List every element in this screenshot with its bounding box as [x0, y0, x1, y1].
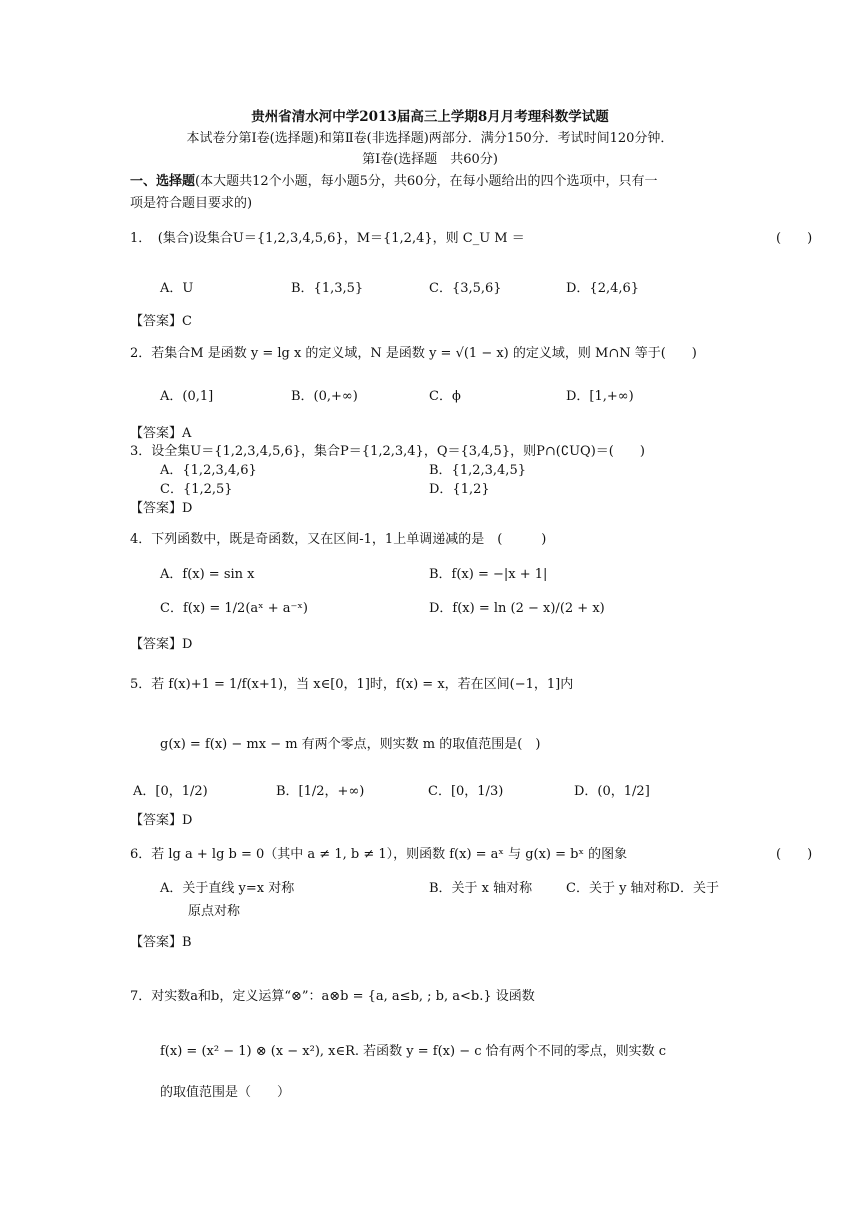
- question-2-answer: 【答案】A: [130, 426, 192, 441]
- question-5-option-a: A．[0，1/2): [133, 784, 208, 799]
- question-5-stem-line1: 5．若 f(x)+1 = 1/f(x+1)，当 x∈[0，1]时，f(x) = x，若在区间(−1，1]内: [130, 677, 574, 692]
- question-6-option-d-cont: 原点对称: [188, 904, 241, 919]
- question-3-option-a: A．{1,2,3,4,6}: [160, 463, 257, 478]
- page-title: 贵州省清水河中学2013届高三上学期8月月考理科数学试题: [251, 109, 609, 125]
- question-1-bracket: ( ): [776, 231, 813, 246]
- question-4-option-c: C．f(x) = 1/2(aˣ + a⁻ˣ): [160, 601, 308, 616]
- question-3-option-d: D．{1,2}: [429, 482, 490, 497]
- question-6-option-b: B．关于 x 轴对称: [429, 881, 533, 896]
- part-one-heading: 第Ⅰ卷(选择题 共60分): [362, 152, 498, 167]
- question-5-answer: 【答案】D: [130, 813, 193, 828]
- section-heading: [130, 173, 657, 191]
- section-label: 一、选择题: [130, 174, 196, 189]
- question-3-stem: 3．设全集U＝{1,2,3,4,5,6}，集合P＝{1,2,3,4}，Q＝{3,4,5}，则P∩(∁UQ)＝( ): [130, 444, 645, 459]
- question-3-answer: 【答案】D: [130, 501, 193, 516]
- question-6-answer: 【答案】B: [130, 935, 192, 950]
- question-6-bracket: ( ): [776, 847, 813, 862]
- question-7-stem-line2: f(x) = (x² − 1) ⊗ (x − x²), x∈R. 若函数 y = f(x) − c 恰有两个不同的零点，则实数 c: [160, 1044, 667, 1059]
- question-6-stem: 6．若 lg a + lg b = 0（其中 a ≠ 1, b ≠ 1），则函数 f(x) = aˣ 与 g(x) = bˣ 的图象: [130, 847, 628, 862]
- question-5-option-d: D．(0，1/2]: [574, 784, 650, 799]
- question-2-option-c: C．ϕ: [429, 389, 461, 404]
- question-2-option-b: B．(0,+∞): [291, 389, 358, 404]
- section-desc: (本大题共12个小题，每小题5分，共60分，在每小题给出的四个选项中，只有一: [195, 174, 658, 189]
- question-1-option-a: A．U: [160, 281, 194, 296]
- question-6-option-cd: C．关于 y 轴对称D．关于: [566, 881, 719, 896]
- question-5-stem-line2: g(x) = f(x) − mx − m 有两个零点，则实数 m 的取值范围是( ): [160, 737, 541, 752]
- question-1-stem: 1． (集合)设集合U＝{1,2,3,4,5,6}，M＝{1,2,4}，则 C_U M ＝: [130, 231, 525, 246]
- question-4-stem: 4．下列函数中，既是奇函数，又在区间-1，1上单调递减的是 ( ): [130, 532, 547, 547]
- question-2-stem: 2．若集合M 是函数 y = lg x 的定义域，N 是函数 y = √(1 − x) 的定义域，则 M∩N 等于( ): [130, 346, 697, 361]
- question-3-option-b: B．{1,2,3,4,5}: [429, 463, 526, 478]
- question-1-option-c: C．{3,5,6}: [429, 281, 502, 296]
- question-6-option-a: A．关于直线 y=x 对称: [160, 881, 295, 896]
- question-7-stem-line1: 7．对实数a和b，定义运算“⊗”：a⊗b = {a, a≤b, ; b, a<b.} 设函数: [130, 989, 535, 1004]
- question-1-option-d: D．{2,4,6}: [566, 281, 640, 296]
- question-4-answer: 【答案】D: [130, 637, 193, 652]
- section-desc-cont: 项是符合题目要求的): [130, 196, 253, 211]
- question-5-option-b: B．[1/2，+∞): [276, 784, 365, 799]
- question-3-option-c: C．{1,2,5}: [160, 482, 233, 497]
- question-1-option-b: B．{1,3,5}: [291, 281, 364, 296]
- question-2-option-a: A．(0,1]: [160, 389, 214, 404]
- question-2-option-d: D．[1,+∞): [566, 389, 634, 404]
- question-4-option-b: B．f(x) = −|x + 1|: [429, 567, 548, 582]
- exam-intro: 本试卷分第Ⅰ卷(选择题)和第Ⅱ卷(非选择题)两部分．满分150分．考试时间120分钟．: [186, 131, 674, 146]
- question-5-option-c: C．[0，1/3): [428, 784, 504, 799]
- question-1-answer: 【答案】C: [130, 314, 192, 329]
- question-7-stem-line3: 的取值范围是（ ）: [160, 1085, 291, 1100]
- question-4-option-d: D．f(x) = ln (2 − x)/(2 + x): [429, 601, 605, 616]
- question-4-option-a: A．f(x) = sin x: [160, 567, 255, 582]
